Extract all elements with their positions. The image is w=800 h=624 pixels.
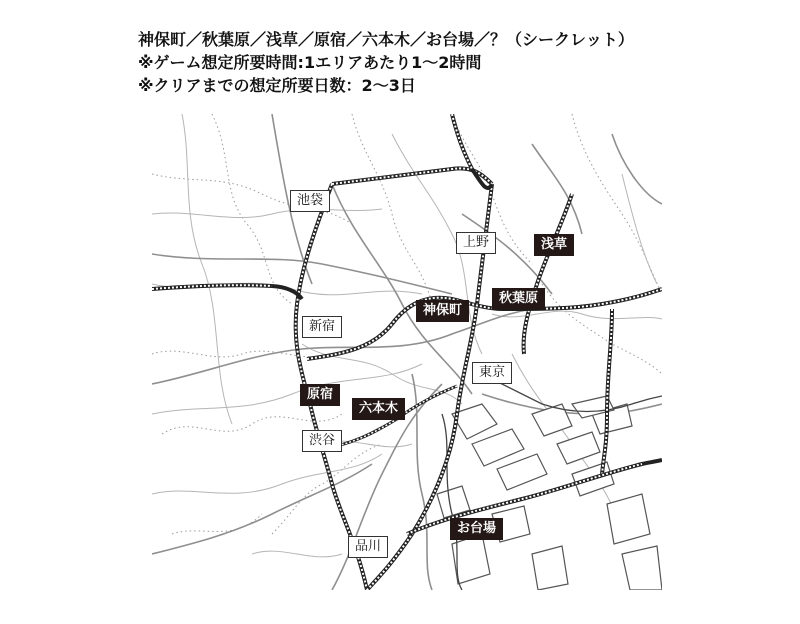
clear-days-note: ※クリアまでの想定所要日数：2〜3日 xyxy=(138,76,416,95)
station-label-shinjuku: 新宿 xyxy=(302,316,342,338)
page-header xyxy=(138,28,634,97)
station-label-ueno: 上野 xyxy=(456,232,496,254)
play-time-note: ※ゲーム想定所要時間:1エリアあたり1〜2時間 xyxy=(138,53,482,72)
map-canvas xyxy=(152,114,662,590)
area-label-roppongi[interactable]: 六本木 xyxy=(352,398,405,420)
area-label-odaiba[interactable]: お台場 xyxy=(450,518,503,540)
major-roads xyxy=(152,114,662,590)
area-label-jimbocho[interactable]: 神保町 xyxy=(416,300,469,322)
area-label-asakusa[interactable]: 浅草 xyxy=(534,234,574,256)
tokyo-map xyxy=(152,114,662,590)
station-label-ikebukuro: 池袋 xyxy=(290,190,330,212)
station-label-shibuya: 渋谷 xyxy=(302,430,342,452)
railways xyxy=(152,114,662,590)
area-label-harajuku[interactable]: 原宿 xyxy=(300,384,340,406)
area-list-title: 神保町／秋葉原／浅草／原宿／六本木／お台場／？（シークレット） xyxy=(138,30,634,49)
area-label-akihabara[interactable]: 秋葉原 xyxy=(492,288,545,310)
station-label-tokyo: 東京 xyxy=(472,362,512,384)
station-label-shinagawa: 品川 xyxy=(348,536,388,558)
